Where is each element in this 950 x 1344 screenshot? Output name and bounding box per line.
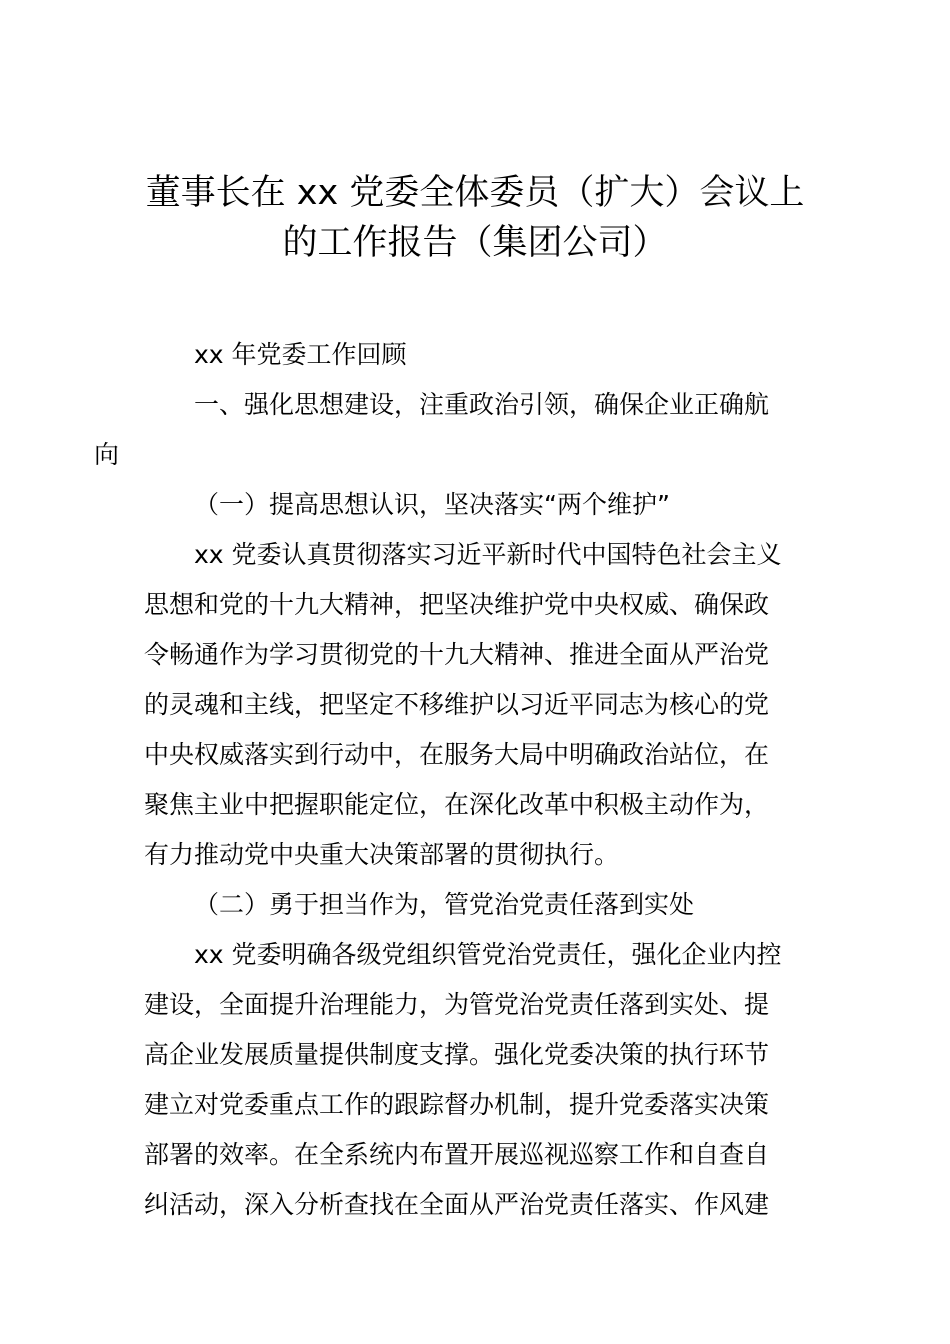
text-line: 中央权威落实到行动中，在服务大局中明确政治站位，在 [144, 740, 770, 769]
body-paragraph-2 [144, 930, 808, 1230]
text-line: 令畅通作为学习贯彻党的十九大精神、推进全面从严治党 [144, 640, 770, 669]
text-line: 高企业发展质量提供制度支撑。强化党委决策的执行环节 [144, 1040, 770, 1069]
heading-level1-one [94, 380, 808, 480]
title-line: 董事长在 xx 党委全体委员（扩大）会议上 [145, 173, 805, 213]
text-line: （一）提高思想认识，坚决落实“两个维护” [194, 490, 670, 519]
title-line: 的工作报告（集团公司） [282, 223, 668, 263]
text-line: 思想和党的十九大精神，把坚决维护党中央权威、确保政 [144, 590, 770, 619]
text-line: 一、强化思想建设，注重政治引领，确保企业正确航 [194, 390, 770, 419]
text-line: 聚焦主业中把握职能定位，在深化改革中积极主动作为， [144, 790, 770, 819]
text-line: xx 年党委工作回顾 [194, 340, 407, 369]
text-line: （二）勇于担当作为，管党治党责任落到实处 [194, 890, 695, 919]
text-line: 向 [94, 440, 120, 469]
text-line: 有力推动党中央重大决策部署的贯彻执行。 [144, 840, 620, 869]
text-line: 建设，全面提升治理能力，为管党治党责任落到实处、提 [144, 990, 770, 1019]
text-line: 的灵魂和主线，把坚定不移维护以习近平同志为核心的党 [144, 690, 770, 719]
body-paragraph-1 [144, 530, 808, 880]
text-line: xx 党委明确各级党组织管党治党责任，强化企业内控 [194, 940, 782, 969]
text-line: 建立对党委重点工作的跟踪督办机制，提升党委落实决策 [144, 1090, 770, 1119]
text-line: 纠活动，深入分析查找在全面从严治党责任落实、作风建 [144, 1190, 770, 1219]
document-title [100, 168, 850, 268]
text-line: 部署的效率。在全系统内布置开展巡视巡察工作和自查自 [144, 1140, 770, 1169]
document-body [94, 330, 808, 1230]
heading-level2-one [144, 480, 808, 530]
section-heading-review [144, 330, 808, 380]
heading-level2-two [144, 880, 808, 930]
text-line: xx 党委认真贯彻落实习近平新时代中国特色社会主义 [194, 540, 782, 569]
